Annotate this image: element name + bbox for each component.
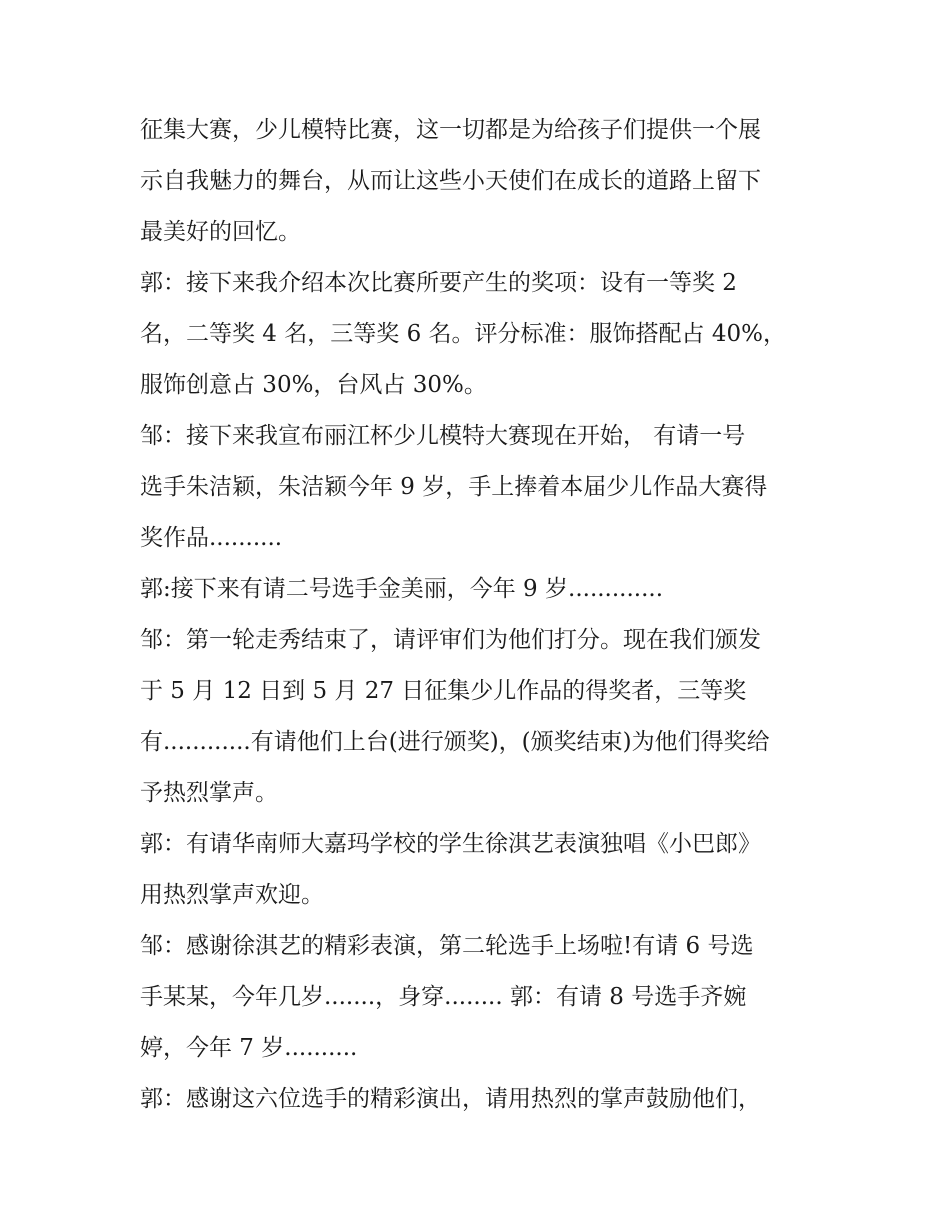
text-line: 示自我魅力的舞台，从而让这些小天使们在成长的道路上留下 bbox=[140, 168, 761, 194]
document-body bbox=[140, 105, 820, 1125]
text-line: 邹：接下来我宣布丽江杯少儿模特大赛现在开始， 有请一号 bbox=[140, 423, 746, 449]
text-line: 用热烈掌声欢迎。 bbox=[140, 882, 324, 908]
text-line: 婷，今年 7 岁.......... bbox=[140, 1035, 358, 1061]
text-line: 最美好的回忆。 bbox=[140, 219, 301, 245]
text-line: 郭：感谢这六位选手的精彩演出，请用热烈的掌声鼓励他们， bbox=[140, 1086, 761, 1112]
text-line: 邹：感谢徐淇艺的精彩表演，第二轮选手上场啦!有请 6 号选 bbox=[140, 933, 754, 959]
text-line: 郭：有请华南师大嘉玛学校的学生徐淇艺表演独唱《小巴郎》 bbox=[140, 831, 761, 857]
text-line: 郭：接下来我介绍本次比赛所要产生的奖项：设有一等奖 2 bbox=[140, 270, 737, 296]
text-line: 郭:接下来有请二号选手金美丽，今年 9 岁............. bbox=[140, 576, 664, 602]
text-line: 有............有请他们上台(进行颁奖)，(颁奖结束)为他们得奖给 bbox=[140, 729, 770, 755]
text-line: 奖作品.......... bbox=[140, 525, 283, 551]
text-line: 选手朱洁颖，朱洁颖今年 9 岁，手上捧着本届少儿作品大赛得 bbox=[140, 474, 768, 500]
text-line: 于 5 月 12 日到 5 月 27 日征集少儿作品的得奖者，三等奖 bbox=[140, 678, 747, 704]
text-line: 手某某，今年几岁.......，身穿........ 郭：有请 8 号选手齐婉 bbox=[140, 984, 747, 1010]
text-line: 名，二等奖 4 名，三等奖 6 名。评分标准：服饰搭配占 40%， bbox=[140, 321, 786, 347]
text-line: 征集大赛，少儿模特比赛，这一切都是为给孩子们提供一个展 bbox=[140, 117, 761, 143]
text-line: 邹：第一轮走秀结束了，请评审们为他们打分。现在我们颁发 bbox=[140, 627, 761, 653]
text-line: 服饰创意占 30%，台风占 30%。 bbox=[140, 372, 487, 398]
text-line: 予热烈掌声。 bbox=[140, 780, 278, 806]
